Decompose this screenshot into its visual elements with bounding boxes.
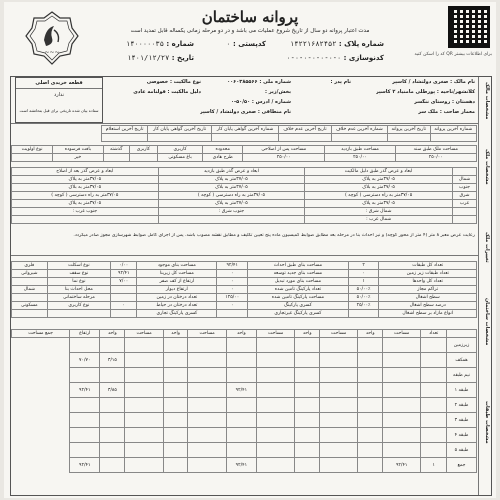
dim-cell: ۳۷/۰۵متر به پلاک [158,176,305,184]
floor-cell [188,458,226,473]
history-col: تاریخ آخرین عدم خلاف [279,126,331,134]
bld-value: مسکونی [12,302,48,310]
bld-label: نوع اسکلت [47,262,110,270]
floor-cell [320,338,358,353]
floor-col: واحد [100,330,125,338]
floor-cell [70,368,100,383]
owner-village: دهستان : روستای ننگسر [414,99,475,105]
floor-cell [257,383,295,398]
floor-cell [125,353,163,368]
floor-cell [295,398,320,413]
floor-cell [421,383,447,398]
floor-col: تعداد [421,330,447,338]
floor-cell [188,368,226,383]
land-value: ۲۵۰/۰۰ [243,154,325,162]
dim-cell: ۳۷/۰۵متر به پلاک [305,200,453,208]
dimensions-table [11,167,477,224]
floor-cell [320,398,358,413]
history-col: شماره آخرین پروانه [430,126,476,134]
floor-cell [257,428,295,443]
owner-author: نام منطاقی : صغری دولتشاد / کاسپر [199,109,291,115]
floor-cell [295,383,320,398]
bld-label: انواع مازاد بر سطح اشغال [379,310,477,318]
municipality-logo-icon [24,10,80,66]
land-header: نوع اولویت [12,146,53,154]
floor-cell [226,353,256,368]
bld-label: مرحله ساختمانی [47,294,110,302]
bld-label: ارتفاع دیوار [137,286,217,294]
land-value: باغ مسکونی [157,154,203,162]
land-header: مساحت پس از اصلاحی [243,146,325,154]
floor-cell [163,443,188,458]
floor-cell [100,398,125,413]
floor-cell [188,413,226,428]
bld-value: ۲۵/۰۰٪ [348,302,379,310]
floor-cell [70,428,100,443]
bld-label: درصد سطح اشغال [379,302,477,310]
bld-label: نوع کاربری [47,302,110,310]
floor-cell [188,428,226,443]
dim-title-left: ابعاد و عرض گذر بعد از اصلاح [12,168,159,176]
floor-cell [421,428,447,443]
floor-cell [295,338,320,353]
floor-cell [295,443,320,458]
floor-cell [125,368,163,383]
floor-cell [383,368,421,383]
floor-cell [125,413,163,428]
land-header: کاربری [129,146,157,154]
border-sw: جنوب غرب : [12,208,159,216]
qr-note: برای اطلاعات بیشتر QR کد را اسکن کنید [414,52,492,57]
floor-cell [257,353,295,368]
floor-cell [125,398,163,413]
bld-label: تعداد کل طبقات [379,262,477,270]
floor-cell: ۳/۱۵ [100,353,125,368]
history-col: تاریخ آخرین گواهی پایان کار [148,126,212,134]
bld-label: کسری پارکینگ [248,302,349,310]
floor-cell [163,338,188,353]
floor-cell [188,353,226,368]
postal-value: ۰ [226,40,231,48]
floor-row [12,353,477,368]
bld-value: ۰ [217,302,248,310]
floor-cell [163,368,188,383]
floor-cell [383,338,421,353]
bld-label: تعداد درختان در حیاط [137,302,217,310]
bld-value: ۰/۰۰ [111,262,137,270]
land-header: مساحت طبق بازدید [325,146,395,154]
floor-cell [320,413,358,428]
svg-text:~~~: ~~~ [44,49,60,56]
floor-cell [188,443,226,458]
permit-number-label: شماره : [166,40,194,48]
floor-cell [383,383,421,398]
owner-name: نام مالک : صغری دولتشاد / کاسپر [392,79,475,85]
floor-cell [358,383,383,398]
page-title: پروانه ساختمان [201,8,299,26]
qr-code-icon [448,6,490,48]
floor-cell [257,443,295,458]
floor-row [12,443,477,458]
floor-cell [257,413,295,428]
land-value: طرح هادی [203,154,243,162]
bld-value [217,310,248,318]
owner-address: کلانشهر/ناحیه : پورطلی مامنیاد ۲ کاسپر [375,89,475,95]
floor-cell [70,338,100,353]
owner-section: بخش/زیر : [265,89,291,95]
floor-cell [383,398,421,413]
bld-value: ۰ [217,270,248,278]
floor-name: طبقه ۳ [447,413,477,428]
floor-cell [257,368,295,383]
floor-cell [295,413,320,428]
bld-label [47,310,110,318]
floor-cell [257,458,295,473]
bld-value: ۹۲/۴۱ [111,270,137,278]
floor-cell [295,368,320,383]
floor-cell [320,353,358,368]
floor-cell [383,413,421,428]
bld-value: ۱۲۵/۰۰ [217,294,248,302]
inquiry-line2: ستاده بیان شده تاریخی برای قبل بتحاتشه است [19,108,99,113]
floor-cell [358,338,383,353]
bld-value [12,278,48,286]
floor-col: مساحت [320,330,358,338]
owner-area: شماره / آدرس : ۵۰/۵۰-۰ [230,99,291,105]
floor-cell [358,443,383,458]
bld-value: ۰ [111,302,137,310]
floor-cell [226,413,256,428]
owner-father: نام پدر : [330,79,351,85]
land-header: بافت فرسوده [53,146,103,154]
bld-label: محل احداث بنا [47,286,110,294]
floor-cell [295,353,320,368]
bld-label: کسری پارکینگ تجاری [137,310,217,318]
floor-cell [320,383,358,398]
floor-cell [100,428,125,443]
floor-col: مساحت [188,330,226,338]
floor-cell [100,413,125,428]
bld-label: تراکم مجاز [379,286,477,294]
floor-cell [125,338,163,353]
dim-title-mid: ابعاد و عرض گذر طبق بازدید [158,168,305,176]
inquiry-title: قطعه خریدی اصلی [35,80,83,86]
floor-cell: ۷۰/۷۰ [70,353,100,368]
floor-row [12,398,477,413]
floor-row [12,413,477,428]
floor-cell [358,368,383,383]
building-table [11,261,477,318]
dim-cell: ۳۷/۰۵متر به بلاک [12,184,159,192]
land-value: ۲۵۰/۰۰ [395,154,476,162]
bld-label: ارتفاع از کف صفر [137,278,217,286]
side-label-building: مشخصات ساختمان [484,298,490,346]
border-nw: شمال غرب : [305,216,453,224]
floor-cell [320,428,358,443]
floor-cell [100,338,125,353]
bld-label: نوع نما [47,278,110,286]
floor-cell [226,443,256,458]
bld-value [111,310,137,318]
bld-value: ۰ [348,270,379,278]
floor-cell [163,413,188,428]
floor-cell [320,458,358,473]
floor-row [12,458,477,473]
postal-label: کدپستی : [232,40,266,48]
floor-cell [257,398,295,413]
floor-cell [421,413,447,428]
dim-cell: ۳۷/۰۵متر به راه دسترسی ( کوچه ) [12,192,159,200]
side-label-owner: مشخصات مالک [484,82,490,120]
side-east: شرق [453,192,477,200]
inquiry-line1: ندارد [53,92,65,98]
history-col: شماره آخرین گواهی پایان کار [211,126,278,134]
bld-label: مساحت بنای جدید توسعه [248,270,349,278]
floor-row [12,368,477,383]
bld-value: شیروانی [12,270,48,278]
floor-cell [226,368,256,383]
bld-label: مساحت کل زیربنا [137,270,217,278]
dim-cell: ۳۷/۰۵متر به بلاک [158,184,305,192]
date-label: تاریخ : [171,54,194,62]
floor-cell [188,398,226,413]
permit-sheet [4,2,496,498]
floor-cell: ۹۲/۴۱ [70,383,100,398]
bld-label: مساحت بنای طبق احداث [248,262,349,270]
ownership-doc: دلیل مالکیت : قولنامه عادی [133,89,201,95]
permit-note: رعایت عرض معبر ۸ متر (۴ متر از محور کوچه) و نیز احداث بنا در مرحله بعد مطابق ضوابط کمیسیون ماده پنج تعیین تکلیف و مطابق نقشه مصوب باشد. پس از اجرای کامل ضوابط شهرسازی مجوز صادر میگردد. [73,233,475,238]
bld-value [12,294,48,302]
floor-cell: ۳/۸۵ [100,383,125,398]
floor-col: ارتفاع [70,330,100,338]
floor-col: جمع مساحت [12,330,70,338]
bld-label: تعداد طبقات زیر زمین [379,270,477,278]
floor-cell [163,458,188,473]
land-value: ۲۵۰/۰۰ [325,154,395,162]
floor-cell [295,458,320,473]
bld-value: شمال [12,286,48,294]
floor-name: زیرزمین [447,338,477,353]
land-value [129,154,157,162]
floor-col: واحد [163,330,188,338]
dim-cell: ۳۷/۰۵متر به راه دسترسی ( کوچه ) [158,192,305,200]
bld-value [111,294,137,302]
side-label-property: مشخصات ملک [484,149,490,185]
bld-value: ۰ [217,286,248,294]
land-header: کاربری [157,146,203,154]
bld-label: تعداد کل واحدها [379,278,477,286]
floor-cell [100,368,125,383]
floor-cell [70,398,100,413]
bld-value: ۱ [348,278,379,286]
bld-value: ۹۲/۴۱ [217,262,248,270]
page-subtitle: مدت اعتبار پروانه دو سال از تاریخ شروع عملیات می باشد و در دو مرحله زمانی یکساله قابل تمدید است [130,28,370,34]
floor-cell [163,353,188,368]
ownership-type: نوع مالکیت : خصوصی [146,79,201,85]
floor-col: مساحت [383,330,421,338]
dim-cell: ۳۷/۰۵متر به راه دسترسی ( کوچه ) [305,192,453,200]
bld-label: تعداد درختان در زمین [137,294,217,302]
floor-cell [188,338,226,353]
dim-cell: ۳۷/۰۵متر به پلاک [12,176,159,184]
floor-cell [226,338,256,353]
dim-title-right: ابعاد و عرض گذر طبق دلیل مالکیت [305,168,453,176]
inquiry-box [15,77,103,123]
floor-cell [100,458,125,473]
land-header: گذشته [103,146,129,154]
floor-name: طبقه ۴ [447,428,477,443]
permit-history-table [101,125,477,142]
land-header: محدوده [203,146,243,154]
bld-label: تعداد پارکینگ تامین شده [248,286,349,294]
floor-name: طبقه ۲ [447,398,477,413]
floor-col: مساحت [257,330,295,338]
plaque-value: ۱۴۲۲۱۶۸۲۴۵۲ [290,40,337,48]
bld-value: ۲ [348,262,379,270]
permit-number-value: ۱۴۰۰۰۰۰۳۵ [126,40,164,48]
floor-cell [188,383,226,398]
bld-value [348,310,379,318]
land-value: خیر [53,154,103,162]
permit-grid [10,76,492,496]
floor-cell: ۹۲/۴۱ [383,458,421,473]
history-col: تاریخ آخرین پروانه [388,126,431,134]
bld-label: نوع سقف [47,270,110,278]
side-label-changes: تغییرات ملک [484,231,490,263]
floor-col: واحد [226,330,256,338]
floor-cell [421,398,447,413]
floor-row [12,338,477,353]
bld-label: مساحت بنای مورد تبدیل [248,278,349,286]
floors-table [11,329,477,473]
floor-cell [358,413,383,428]
bld-label: مساحت بنای موجود [137,262,217,270]
renovation-code-label: کدنوسازی : [343,54,384,62]
renovation-code-value: ۰-۰-۰-۰-۰-۰-۰ [286,54,342,62]
floor-cell [163,428,188,443]
floor-cell [421,443,447,458]
plaque-label: شماره پلاک : [338,40,384,48]
floor-cell [257,338,295,353]
floor-cell [421,338,447,353]
floor-cell [125,443,163,458]
floor-cell [320,368,358,383]
floor-cell: ۹۲/۴۱ [226,458,256,473]
floor-cell [383,428,421,443]
land-value [12,154,53,162]
side-south: جنوب [453,184,477,192]
floor-cell: ۹۲/۴۱ [70,458,100,473]
dim-cell: ۳۷/۰۵متر به پلاک [12,200,159,208]
dim-cell: ۳۷/۰۵متر به پلاک [158,200,305,208]
floor-name: جمع [447,458,477,473]
bld-value [12,310,48,318]
floor-cell [70,443,100,458]
floor-cell [125,383,163,398]
owner-engineer: معمار صاحب : ملک سر [418,109,475,115]
floor-col: واحد [358,330,383,338]
land-value [103,154,129,162]
floor-cell [70,413,100,428]
bld-value [111,286,137,294]
floor-row [12,428,477,443]
history-col: تاریخ آخرین استعلام [102,126,148,134]
floor-cell [358,458,383,473]
dim-cell: ۳۷/۰۵متر به پلاک [305,176,453,184]
history-col: شماره آخرین عدم خلاف [331,126,387,134]
floor-cell [358,428,383,443]
floor-cell [358,398,383,413]
floor-cell: ۹۲/۴۱ [226,383,256,398]
bld-value: ۷/۰۰ [111,278,137,286]
floor-cell [421,368,447,383]
floor-cell [383,443,421,458]
side-north: شمال [453,176,477,184]
floor-name: همکف [447,353,477,368]
floor-cell [125,428,163,443]
date-value: ۱۴۰۱/۱۲/۲۷ [127,54,170,62]
land-table [11,145,477,162]
side-west: غرب [453,200,477,208]
floor-name: نیم طبقه [447,368,477,383]
owner-national-id: شماره ملی : ۰۰۶۰۳۸۵۵۶۶ [227,79,291,85]
bld-value: ۵۰/۰۰٪ [348,286,379,294]
floor-cell [383,353,421,368]
floor-cell [163,383,188,398]
land-header: مساحت ملک طبق سند [395,146,476,154]
floor-col: مساحت [125,330,163,338]
floor-cell: ۱ [421,458,447,473]
floor-col: واحد [295,330,320,338]
bld-value: فلزی [12,262,48,270]
floor-cell [358,353,383,368]
border-ne: شمال شرق : [305,208,453,216]
bld-value: ۰ [217,278,248,286]
floor-cell [226,398,256,413]
bld-label: مساحت پارکینگ تامین شده [248,294,349,302]
side-label-floors: مشخصات طبقات [484,400,490,444]
floor-row [12,383,477,398]
dim-cell: ۳۷/۰۵متر به بلاک [305,184,453,192]
permit-meta [84,40,384,74]
bld-label: سطح اشغال [379,294,477,302]
bld-value: ۵۰/۰۰٪ [348,294,379,302]
header [4,2,496,76]
floor-cell [295,428,320,443]
floor-name: طبقه ۵ [447,443,477,458]
border-se: جنوب شرق : [158,208,305,216]
floor-cell [163,398,188,413]
floor-cell [226,428,256,443]
floor-name: طبقه ۱ [447,383,477,398]
bld-label: کسری پارکینگ غیرتجاری [248,310,349,318]
floor-cell [100,443,125,458]
floor-cell [421,353,447,368]
floor-cell [320,443,358,458]
floor-cell [125,458,163,473]
